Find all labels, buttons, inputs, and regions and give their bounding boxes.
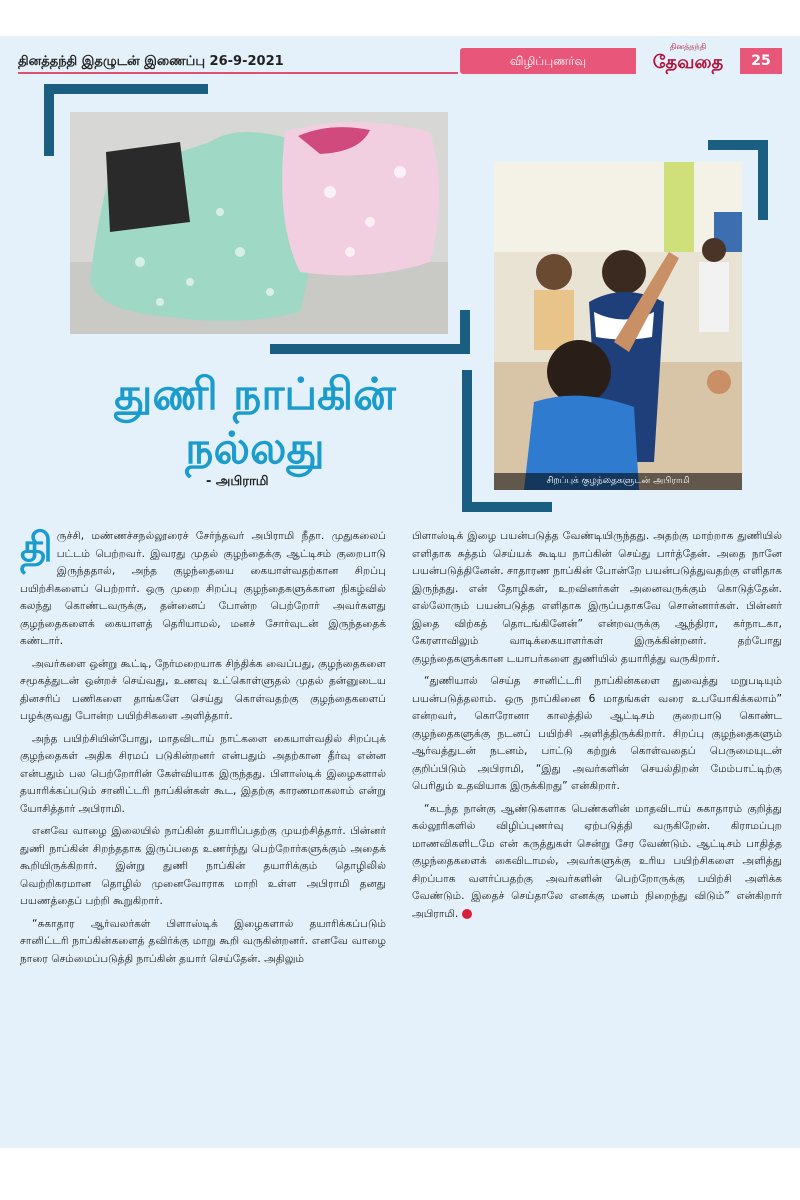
brand-small-text: தினத்தந்தி [669, 42, 707, 51]
end-mark-icon [462, 909, 472, 919]
article-column-2 [412, 528, 782, 928]
title-line-2: நல்லது [185, 423, 325, 474]
brand-logo [640, 42, 736, 76]
paragraph: “சுகாதார ஆர்வலர்கள் பிளாஸ்டிக் இழைகளால் தயாரிக்கப்படும் சானிட்டரி நாப்கின்களைத் தவிர்க்கு மாறு கூறி வருகின்றனர். எனவே வாழை நாரை செம்மைப்படுத்தி நாப்கின் தயார் செய்தேன். அதிலும் [20, 917, 386, 965]
cloth-diaper-photo [70, 112, 448, 334]
header-rule [18, 72, 458, 74]
paragraph: அந்த பயிற்சியின்போது, மாதவிடாய் நாட்களை கையாள்வதில் சிறப்புக் குழந்தைகள் அதிக சிரமப் படுகின்றனர் என்பதும் அதற்கான தீர்வு என்ன என்பதும் பல பெற்றோரின் கேள்வியாக இருந்தது. பிளாஸ்டிக் இழைகளால் தயாரிக்கப்படும் சானிட்டரி நாப்கின்கள் கூட, இதற்கு காரணமாகலாம் என்று யோசித்தார் அபிராமி. [20, 732, 386, 815]
paragraph: “துணியால் செய்த சானிட்டரி நாப்கின்களை துவைத்து மறுபடியும் பயன்படுத்தலாம். ஒரு நாப்கினை 6 மாதங்கள் வரை உபயோகிக்கலாம்” என்றவர், கொரோனா காலத்தில் ஆட்டிசம் குறைபாடு கொண்ட குழந்தைகளுக்கு நடனப் பயிற்சி அளித்திருக்கிறார். சிறப்பு குழந்தைகளும் ஆர்வத்துடன் நடனம், பாட்டு கற்றுக் கொள்வதைப் பெருமையுடன் குறிப்பிடும் அபிராமி, “இது அவர்களின் செயல்திறன் மேம்பாட்டிற்கு பெரிதும் உதவியாக இருக்கிறது” என்கிறார். [412, 675, 782, 792]
frame-bar-bottom-right [460, 310, 470, 354]
frame-bar-left [44, 84, 54, 156]
paragraph [20, 525, 386, 651]
section-tag: விழிப்புணர்வு [460, 48, 636, 74]
supplement-line: தினத்தந்தி இதழுடன் இணைப்பு 26-9-2021 [18, 54, 284, 69]
photo-caption: சிறப்புக் குழந்தைகளுடன் அபிராமி [494, 473, 742, 490]
frame-bar-right [758, 140, 768, 220]
title-line-1: துணி நாப்கின் [114, 369, 396, 420]
article-title [40, 368, 470, 476]
frame-bar-bottom [270, 344, 470, 354]
byline: - அபிராமி [206, 474, 269, 489]
paragraph: அவர்களை ஒன்று கூட்டி, நேர்மறையாக சிந்திக்க வைப்பது, குழந்தைகளை சமூகத்துடன் ஒன்றச் செய்வது, உணவு உட்கொள்ளுதல் முதல் தன்னுடைய தினசரிப் பணிகளை தாங்களே செய்து கொள்வதற்கு குழந்தைகளைப் பழக்குவது போன்ற பயிற்சிகளை அளித்தார். [20, 657, 386, 722]
dropcap: தி [20, 525, 53, 571]
page-number: 25 [740, 48, 782, 74]
paragraph: எனவே வாழை இலையில் நாப்கின் தயாரிப்பதற்கு முயற்சித்தார். பின்னர் துணி நாப்கின் சிறந்ததாக இருப்பதை உணர்ந்து பெற்றோர்களுக்கும் அதைக் கூறியிருக்கிறார். இன்று துணி நாப்கின் தயாரிக்கும் தொழிலில் வெற்றிகரமான தொழில் முனைவோராக மாறி உள்ள அபிராமி தனது பயணத்தைப் பற்றி கூறுகிறார். [20, 825, 386, 907]
paragraph-text: “கடந்த நான்கு ஆண்டுகளாக பெண்களின் மாதவிடாய் சுகாதாரம் குறித்து கல்லூரிகளில் விழிப்புணர்வு ஏற்படுத்தி வருகிறேன். கிராமப்புற மாணவிகளிடமே என் கருத்துகள் சென்று சேர வேண்டும். ஆட்டிசம் பாதித்த குழந்தைகளைக் கைவிடாமல், அவர்களுக்கு உரிய பயிற்சிகளை அளித்து சிறப்பாக வளர்ப்பதற்கு அவர்களின் பெற்றோருக்கு பயிற்சி அளிக்க வேண்டும். இதைச் செய்தாலே எனக்கு மனம் நிறைந்து விடும்” என்கிறார் அபிராமி. [412, 802, 782, 920]
frame-bar-lower [462, 502, 552, 512]
brand-name: தேவதை [652, 52, 724, 73]
paragraph: பிளாஸ்டிக் இழை பயன்படுத்த வேண்டியிருந்தது. அதற்கு மாற்றாக துணியில் எளிதாக சுத்தம் செய்யக் கூடிய நாப்கின் செய்து பார்த்தேன். அதை நானே பயன்படுத்தினேன். சாதாரண நாப்கின் போன்றே பயன்படுத்துவதற்கு எளிதாக இருந்தது. என் தோழிகள், உறவினர்கள் அனைவருக்கும் கொடுத்தேன். எல்லோரும் பயன்படுத்த எளிதாக இருப்பதாகவே சொன்னார்கள். பின்னர் இதை விற்கத் தொடங்கினேன்” என்றவருக்கு ஆந்திரா, கர்நாடகா, கேரளாவிலும் வாடிக்கையாளர்கள் இருக்கின்றனர். தற்போது குழந்தைகளுக்கான டயாபர்களை துணியில் தயாரித்து வருகிறார். [412, 530, 782, 665]
training-session-photo [494, 162, 742, 490]
paragraph-text: ருச்சி, மண்ணச்சநல்லூரைச் சேர்ந்தவர் அபிராமி நீதா. முதுகலைப் பட்டம் பெற்றவர். இவரது முதல் குழந்தைக்கு ஆட்டிசம் குறைபாடு இருந்ததால், அந்த குழந்தையை கையாள்வதற்கான சிறப்பு பயிற்சிகளைப் பெற்றார். ஒரு முறை சிறப்பு குழந்தைகளுக்கான நிகழ்வில் கலந்து கொண்டவருக்கு, தன்னைப் போன்ற பெற்றோர் அவர்களது குழந்தைகளைக் கையாளத் தெரியாமல், மனச் சோர்வுடன் இருந்ததைக் கண்டார். [20, 530, 386, 647]
frame-bar-top-left [44, 84, 208, 94]
paragraph [412, 801, 782, 924]
article-column-1 [20, 525, 386, 973]
